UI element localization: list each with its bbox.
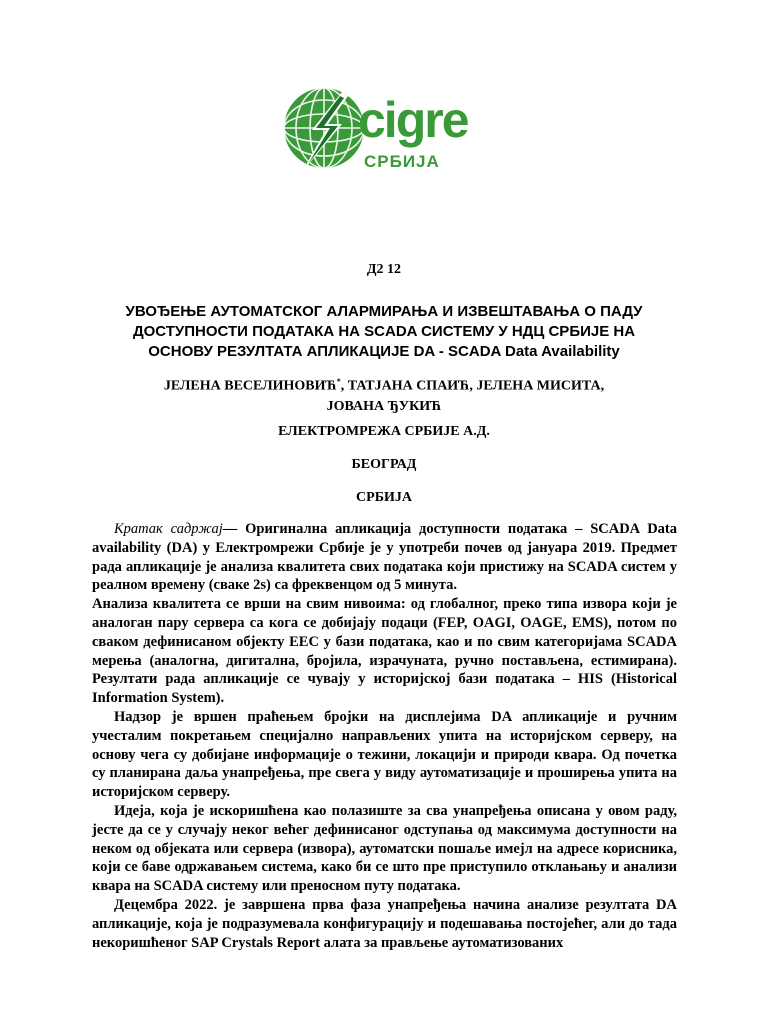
abstract-paragraph: Надзор је вршен праћењем бројки на дисплејима DA апликације и ручним учесталим покретањем специјално направљених упита на историјском серверу, на основу чега су добијане информације о тежини, локацији и природи квара. Од почетка су планирана даља унапређења, пре свега у виду аутоматизације и проширења упита на историјском серверу. <box>92 708 677 801</box>
logo-subtitle: СРБИЈА <box>364 152 440 171</box>
city: БЕОГРАД <box>351 457 417 472</box>
organization: ЕЛЕКТРОМРЕЖА СРБИЈЕ А.Д. <box>278 424 490 439</box>
abstract-paragraph: Кратак садржај— Оригинална апликација доступности података – SCADA Data availability (DA) у Електромрежи Србије је у употреби почев од јануара 2019. Предмет рада апликације је анализа квалитета свих података који пристижу на SCADA систем у реалном времену (сваке 2s) са фреквенцом од 5 минута. <box>92 521 678 594</box>
abstract-label: Кратак садржај <box>114 521 223 537</box>
author-first: ЈЕЛЕНА ВЕСЕЛИНОВИЋ <box>163 378 337 394</box>
abstract <box>92 520 677 952</box>
authors-line-2: ЈОВАНА ЂУКИЋ <box>326 398 442 414</box>
logo-wordmark: cigre <box>358 92 468 148</box>
cigre-logo <box>282 86 492 178</box>
title-line: ДОСТУПНОСТИ ПОДАТАКА НА SCADA СИСТЕМУ У НДЦ СРБИЈЕ НА <box>132 323 636 340</box>
authors <box>0 372 768 417</box>
abstract-paragraph: Идеја, која је искоришћена као полазиште за сва унапређења описана у овом раду, јесте да се у случају неког већег дефинисаног одступања од максимума доступности на неком од објеката или сервера (извора), аутоматски пошаље имејл на адресе корисника, који се баве одржавањем система, како би се што пре приступило отклањању и анализи квара на SCADA систему или преносном путу података. <box>92 802 677 895</box>
country: СРБИЈА <box>356 490 412 505</box>
abstract-paragraph: Децембра 2022. је завршена прва фаза унапређења начина анализе резултата DA апликације, која је подразумевала конфигурацију и подешавања постојећег, али до тада некоришћеног SAP Crystals Report алата за прављење аутоматизованих <box>92 896 677 951</box>
author-footnote-mark: * <box>336 377 341 386</box>
authors-rest: , ТАТЈАНА СПАИЋ, ЈЕЛЕНА МИСИТА, <box>340 378 605 394</box>
title-line: УВОЂЕЊЕ АУТОМАТСКОГ АЛАРМИРАЊА И ИЗВЕШТАВАЊА О ПАДУ <box>125 303 643 320</box>
abstract-paragraph: Анализа квалитета се врши на свим нивоима: од глобалног, преко типа извора који је аналоган пару сервера са кога се добијају подаци (FEP, OAGI, OAGE, EMS), потом по сваком дефинисаном објекту EEC у бази података, као и по свим категоријама SCADA мерења (аналогна, дигитална, бројила, израчуната, ручно постављена, естимирана). Резултати рада апликације се чувају у историјској бази података – HIS (Historical Information System). <box>92 596 677 707</box>
paper-code: Д2 12 <box>366 262 402 277</box>
title-line: ОСНОВУ РЕЗУЛТАТА АПЛИКАЦИЈЕ DA - SCADA Data Availability <box>148 343 620 360</box>
paper-title <box>0 302 768 362</box>
